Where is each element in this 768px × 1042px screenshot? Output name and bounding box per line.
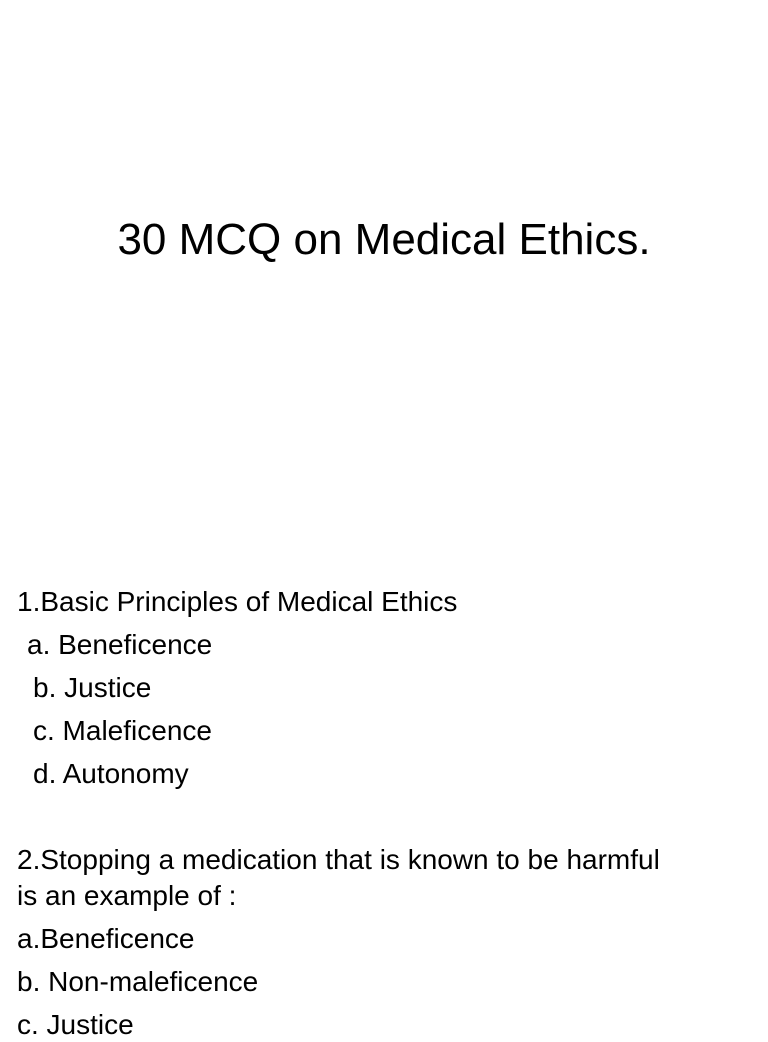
question-1-stem: 1.Basic Principles of Medical Ethics	[17, 586, 458, 617]
question-1-option-c: c. Maleficence	[33, 715, 212, 746]
question-2-option-a: a.Beneficence	[17, 923, 195, 954]
question-1-option-a: a. Beneficence	[27, 629, 213, 660]
page-title: 30 MCQ on Medical Ethics.	[117, 215, 651, 264]
question-1-option-b: b. Justice	[33, 672, 152, 703]
question-2-option-c: c. Justice	[17, 1009, 134, 1040]
question-2-stem-line-1: 2.Stopping a medication that is known to be harmful	[17, 844, 660, 875]
question-2-stem-line-2: is an example of :	[17, 880, 237, 911]
question-2-option-b: b. Non-maleficence	[17, 966, 259, 997]
question-1-option-d: d. Autonomy	[33, 758, 189, 789]
